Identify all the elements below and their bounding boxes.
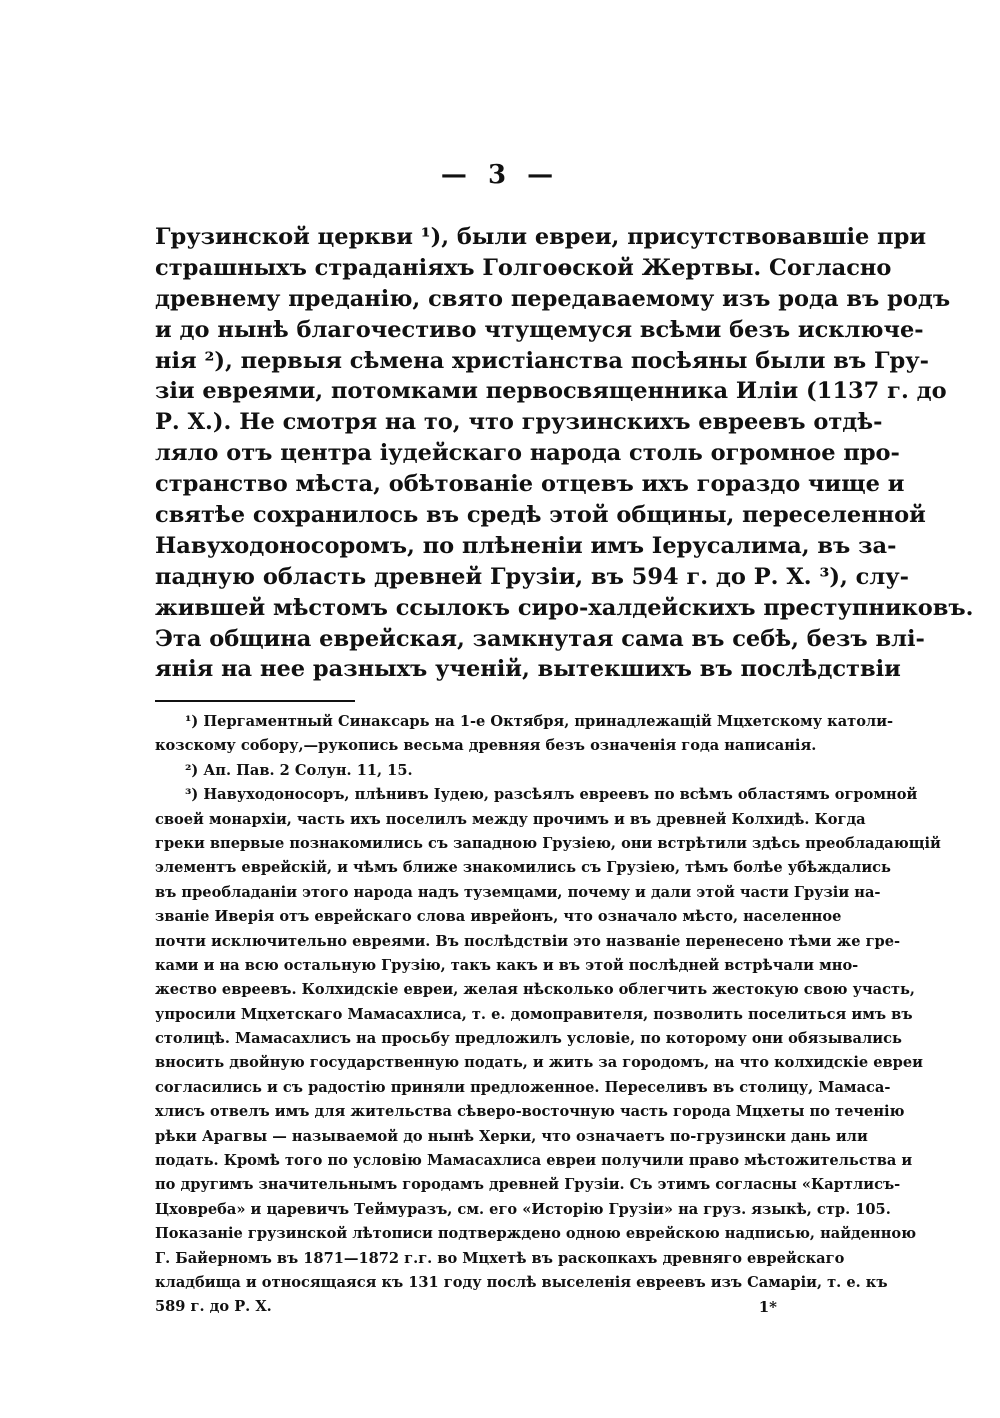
text-line: странство мѣста, обѣтованіе отцевъ ихъ гораздо чище и [155,471,905,498]
footnote-line: вносить двойную государственную подать, и жить за городомъ, на что колхидскіе евреи [155,1054,923,1072]
footnote-line: столицѣ. Мамасахлисъ на просьбу предложилъ условіе, по которому они обязывались [155,1030,902,1048]
text-line: жившей мѣстомъ ссылокъ сиро-халдейскихъ преступниковъ. [155,594,974,621]
footnote-line: упросили Мцхетскаго Мамасахлиса, т. е. домоправителя, позволить поселиться имъ въ [155,1005,913,1023]
text-line: святѣе сохранилось въ средѣ этой общины, переселенной [155,502,926,529]
footnote-line: хлисъ отвелъ имъ для жительства сѣверо-восточную часть города Мцхеты по теченію [155,1103,905,1121]
footnote-last-line [155,1295,837,1319]
footnote-line: Показаніе грузинской лѣтописи подтверждено одною еврейскою надписью, найденною [155,1225,917,1243]
text-line: янія на нее разныхъ ученій, вытекшихъ въ послѣдствіи [155,656,901,683]
text-line: падную область древней Грузіи, въ 594 г. до Р. Х. ³), слу- [155,563,909,590]
text-line: ляло отъ центра іудейскаго народа столь огромное про- [155,440,900,467]
text-line: Навуходоносоромъ, по плѣненіи имъ Іерусалима, въ за- [155,532,897,559]
text-line: страшныхъ страданіяхъ Голгоѳской Жертвы. Согласно [155,254,892,281]
text-line: нія ²), первыя сѣмена христіанства посѣяны были въ Гру- [155,347,929,374]
footnote-line: подать. Кромѣ того по условію Мамасахлиса евреи получили право мѣстожительства и [155,1152,913,1170]
footnote-line: почти исключительно евреями. Въ послѣдствіи это названіе перенесено тѣми же гре- [155,932,901,950]
footnote-line: въ преобладаніи этого народа надъ туземцами, почему и дали этой части Грузіи на- [155,883,881,901]
footnote-line: Цховреба» и царевичъ Теймуразъ, см. его «Исторію Грузіи» на груз. языкѣ, стр. 105. [155,1200,891,1218]
text-line: Эта община еврейская, замкнутая сама въ себѣ, безъ влі- [155,625,925,652]
footnote-line: элементъ еврейскій, и чѣмъ ближе знакомились съ Грузіею, тѣмъ болѣе убѣждались [155,859,891,877]
footnote-line: кладбища и относящаяся къ 131 году послѣ выселенія евреевъ изъ Самаріи, т. е. къ [155,1273,888,1291]
footnote-line: греки впервые познакомились съ западною Грузіею, они встрѣтили здѣсь преобладающій [155,834,941,852]
footnote-line: ³) Навуходоносоръ, плѣнивъ Іудею, разсѣялъ евреевъ по всѣмъ областямъ огромной [185,786,918,804]
footnote-line: 589 г. до Р. Х. [155,1298,272,1316]
footnote-line: Г. Байерномъ въ 1871—1872 г.г. во Мцхетѣ въ раскопкахъ древняго еврейскаго [155,1249,845,1267]
text-line: зіи евреями, потомками первосвященника Иліи (1137 г. до [155,378,947,405]
footnote-3 [155,783,941,1320]
main-text [155,222,974,685]
text-line: Грузинской церкви ¹), были евреи, присутствовавшіе при [155,224,927,250]
footnote-line: жество евреевъ. Колхидскіе евреи, желая нѣсколько облегчить жестокую свою участь, [155,981,915,999]
footnote-line: козскому собору,—рукопись весьма древняя безъ означенія года написанія. [155,737,817,755]
text-line: и до нынѣ благочестиво чтущемуся всѣми безъ исключе- [155,316,924,343]
footnote-line: ками и на всю остальную Грузію, такъ какъ и въ этой послѣдней встрѣчали мно- [155,956,859,974]
page-number: — 3 — [440,160,560,190]
text-line: древнему преданію, свято передаваемому изъ рода въ родъ [155,285,951,312]
footnote-line: своей монархіи, часть ихъ поселилъ между прочимъ и въ древней Колхидѣ. Когда [155,810,866,828]
footnote-1 [155,710,894,759]
footnotes [155,710,941,1320]
text-line: Р. Х.). Не смотря на то, что грузинскихъ евреевъ отдѣ- [155,409,883,436]
footnote-rule [155,700,355,702]
footnote-line: по другимъ значительнымъ городамъ древней Грузіи. Съ этимъ согласны «Картлисъ- [155,1176,901,1194]
footnote-line: ²) Ап. Пав. 2 Солун. 11, 15. [185,761,413,779]
signature-mark: 1* [758,1298,777,1317]
footnote-line: согласились и съ радостію приняли предложенное. Переселивъ въ столицу, Мамаса- [155,1078,891,1096]
footnote-2 [155,759,837,783]
footnote-line: званіе Иверія отъ еврейскаго слова иврейонъ, что означало мѣсто, населенное [155,908,842,926]
footnote-line: рѣки Арагвы — называемой до нынѣ Херки, что означаетъ по-грузински дань или [155,1127,868,1145]
footnote-line: ¹) Пергаментный Синаксарь на 1-е Октября, принадлежащій Мцхетскому католи- [185,713,894,730]
